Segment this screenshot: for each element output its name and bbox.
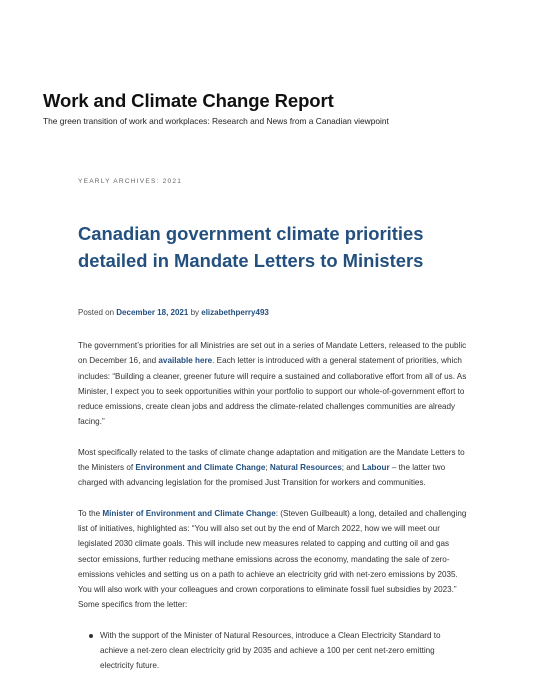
specifics-list (78, 628, 470, 674)
post-date-link[interactable]: December 18, 2021 (116, 308, 189, 317)
available-here-link[interactable]: available here (158, 356, 213, 366)
post-meta (78, 308, 269, 317)
posted-on-text: Posted on (78, 308, 115, 317)
list-item: With the support of the Minister of Natural Resources, introduce a Clean Electricity Standard to achieve a net-zero clean electricity grid by 2035 and achieve a 100 per cent net-zero emitting electricity future. (100, 628, 470, 674)
paragraph-text: . Each letter is introduced with a general statement of priorities, which includes: “Building a cleaner, greener future will require a sustained and collaborative effort from all of us. As Minister, I expect you to seek opportunities within your portfolio to support our whole-of-government effort to reduce emissions, create clean jobs and address the climate-related challenges communities are already facing.” (78, 356, 467, 427)
separator-text: ; (265, 463, 268, 473)
paragraph-text: The government’s priorities for all Ministries are set out in a series of Mandate Letters, released to the public on December 16, and (78, 341, 467, 366)
paragraph-intro (78, 338, 470, 430)
by-text: by (190, 308, 200, 317)
paragraph-text: To the (78, 508, 101, 518)
natural-resources-link[interactable]: Natural Resources (269, 463, 342, 473)
archive-label: YEARLY ARCHIVES: 2021 (78, 178, 183, 185)
paragraph-environment-minister (78, 506, 470, 613)
post-content (78, 338, 470, 674)
minister-environment-link[interactable]: Minister of Environment and Climate Change (102, 508, 276, 518)
paragraph-ministers (78, 445, 470, 491)
paragraph-text: – the latter two charged with advancing legislation for the promised Just Transition for workers and communities. (78, 463, 446, 488)
paragraph-text: Most specifically related to the tasks of climate change adaptation and mitigation are the Mandate Letters to the Ministers of (78, 447, 465, 473)
site-tagline: The green transition of work and workplaces: Research and News from a Canadian viewpoint (43, 116, 389, 126)
environment-climate-change-link[interactable]: Environment and Climate Change (135, 463, 266, 473)
post-title[interactable]: Canadian government climate priorities detailed in Mandate Letters to Ministers (78, 223, 424, 271)
site-title[interactable]: Work and Climate Change Report (43, 90, 334, 111)
author-link[interactable]: elizabethperry493 (201, 308, 269, 317)
paragraph-text: : (Steven Guilbeault) a long, detailed and challenging list of initiatives, highlighted as: “You will also set out by the end of March 2022, how we will meet our legislated 2030 climate goals. This will include new measures related to capping and cutting oil and gas sector emissions, further reducing methane emissions across the economy, mandating the sale of zero-emissions vehicles and setting us on a path to achieve an electricity grid with net-zero emissions by 2035. You will also work with your colleagues and crown corporations to eliminate fossil fuel subsidies by 2023.” Some specifics from the letter: (78, 508, 467, 610)
labour-link[interactable]: Labour (362, 463, 390, 473)
separator-text: ; and (341, 463, 360, 473)
